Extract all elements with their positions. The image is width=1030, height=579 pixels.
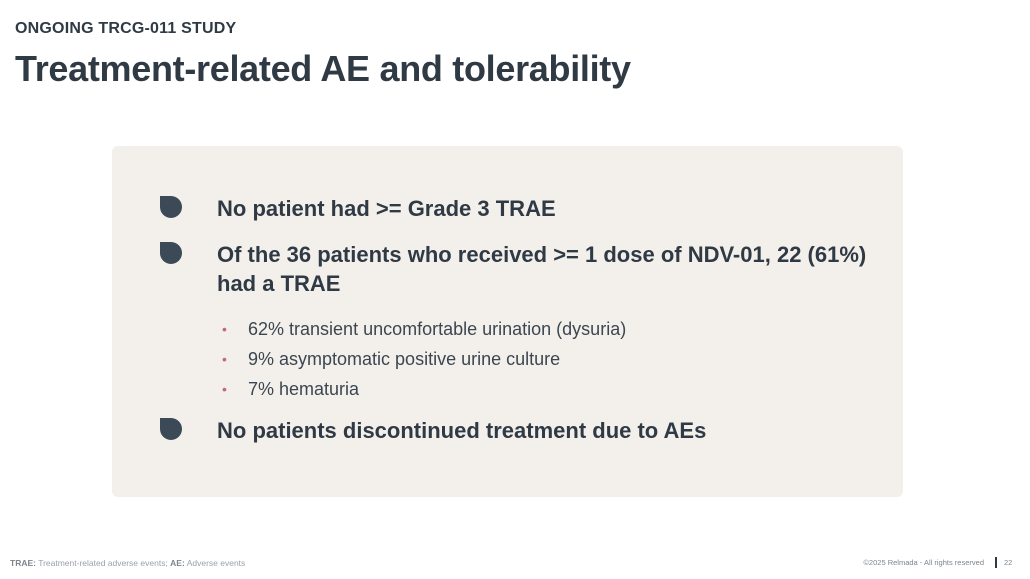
sub-bullet-list [220, 314, 626, 404]
footnote-abbr-trae: TRAE: [10, 558, 36, 568]
footnote-def-ae: Adverse events [184, 558, 246, 568]
page-number: 22 [1004, 558, 1013, 567]
section-eyebrow: ONGOING TRCG-011 STUDY [15, 20, 237, 37]
copyright-notice: ©2025 Relmada - All rights reserved [863, 558, 984, 567]
sub-bullet-item [220, 374, 626, 404]
dot-bullet-icon: • [222, 321, 227, 337]
bullet-text: No patient had >= Grade 3 TRAE [217, 196, 556, 221]
dot-bullet-icon: • [222, 381, 227, 397]
slide-title: Treatment-related AE and tolerability [15, 48, 631, 89]
sub-bullet-item [220, 314, 626, 344]
bullet-item [160, 240, 877, 298]
sub-bullet-item [220, 344, 626, 374]
footnote-abbr-ae: AE: [170, 558, 185, 568]
leaf-bullet-icon [160, 418, 182, 440]
page-number-divider [995, 557, 997, 568]
footnote [10, 558, 245, 568]
dot-bullet-icon: • [222, 351, 227, 367]
sub-bullet-text: 9% asymptomatic positive urine culture [248, 349, 561, 369]
bullet-text: Of the 36 patients who received >= 1 dose of NDV-01, 22 (61%) had a TRAE [217, 242, 867, 296]
bullet-item [160, 194, 877, 223]
leaf-bullet-icon [160, 196, 182, 218]
leaf-bullet-icon [160, 242, 182, 264]
bullet-item [160, 416, 877, 445]
sub-bullet-text: 62% transient uncomfortable urination (dysuria) [248, 319, 627, 339]
content-panel [112, 146, 903, 497]
sub-bullet-text: 7% hematuria [248, 379, 360, 399]
footnote-def-trae: Treatment-related adverse events; [35, 558, 171, 568]
bullet-text: No patients discontinued treatment due to AEs [217, 418, 707, 443]
